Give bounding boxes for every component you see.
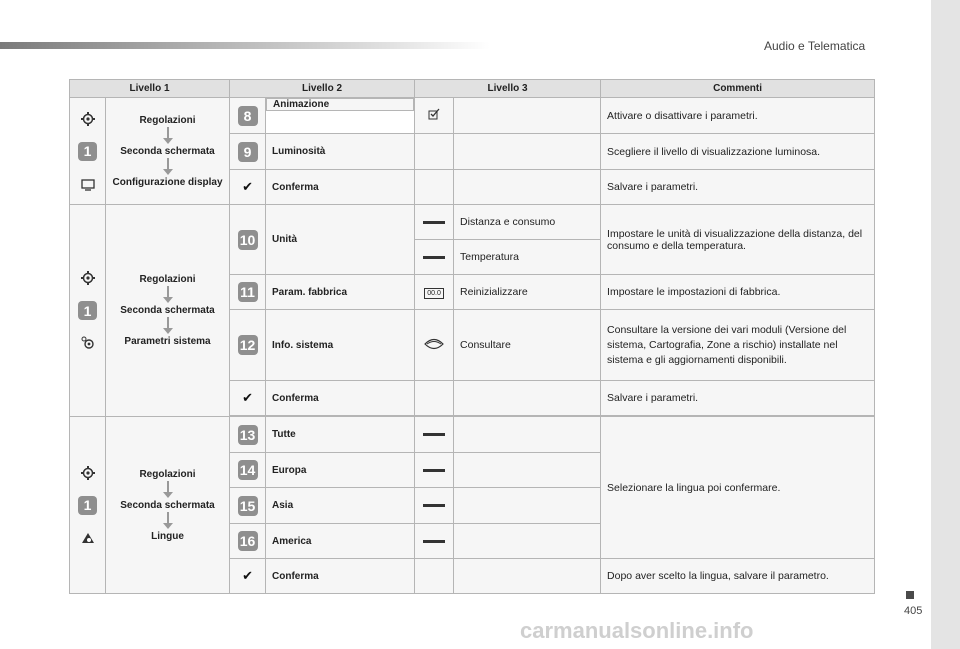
table-header-row	[70, 80, 875, 98]
level2-asia: Asia	[266, 488, 415, 524]
level1-flow	[106, 417, 230, 594]
comment-cell: Selezionare la lingua poi confermare.	[601, 417, 875, 559]
level3-distanza: Distanza e consumo	[454, 205, 601, 240]
level2-conferma: Conferma	[266, 559, 415, 594]
flow-step-seconda-schermata: Seconda schermata	[120, 499, 215, 511]
step-badge-16: 16	[238, 531, 258, 551]
display-settings-icon	[79, 175, 97, 193]
step-badge-12: 12	[238, 335, 258, 355]
page-side-strip	[931, 0, 960, 649]
level2-conferma: Conferma	[266, 170, 415, 205]
arrow-down-icon	[163, 127, 173, 145]
comment-cell: Attivare o disattivare i parametri.	[601, 98, 875, 134]
step-badge-11: 11	[238, 282, 258, 302]
level3-consultare: Consultare	[454, 310, 601, 381]
level3-reinizializzare: Reinizializzare	[454, 275, 601, 310]
level2-europa: Europa	[266, 453, 415, 488]
step-badge-8: 8	[238, 106, 258, 126]
level2-america: America	[266, 524, 415, 559]
comment-cell: Dopo aver scelto la lingua, salvare il parametro.	[601, 559, 875, 594]
section-title: Audio e Telematica	[764, 39, 866, 53]
page-corner-marker	[906, 591, 914, 599]
table-row	[70, 417, 875, 453]
option-bar-icon	[423, 469, 445, 472]
header-commenti: Commenti	[601, 80, 875, 98]
level2-conferma: Conferma	[266, 381, 415, 416]
flow-step-regolazioni: Regolazioni	[139, 468, 196, 480]
step-badge-13: 13	[238, 425, 258, 445]
flow-step-configurazione-display: Configurazione display	[112, 176, 223, 188]
option-bar-icon	[423, 221, 445, 224]
watermark-text: carmanualsonline.info	[520, 618, 754, 643]
level2-animazione: Animazione	[266, 98, 414, 111]
flow-step-lingue: Lingue	[151, 530, 184, 542]
level1-icons	[70, 205, 106, 417]
option-bar-icon	[423, 540, 445, 543]
arrow-down-icon	[163, 286, 173, 304]
level1-flow	[106, 98, 230, 205]
comment-cell: Salvare i parametri.	[601, 170, 875, 205]
checkbox-icon	[428, 111, 440, 123]
level2-luminosita: Luminosità	[266, 134, 415, 170]
comment-cell: Impostare le unità di visualizzazione della distanza, del consumo e della temperatura.	[601, 205, 875, 275]
check-icon: ✔	[242, 568, 253, 583]
page-number: 405	[904, 605, 923, 617]
option-bar-icon	[423, 433, 445, 436]
option-bar-icon	[423, 256, 445, 259]
comment-cell: Consultare la versione dei vari moduli (Versione del sistema, Cartografia, Zone a rischio) installate nel sistema e gli aggiornamenti disponibili.	[601, 310, 875, 381]
step-badge-10: 10	[238, 230, 258, 250]
system-settings-icon	[79, 334, 97, 352]
level1-icons	[70, 98, 106, 205]
eye-icon	[424, 341, 444, 353]
header-livello-3: Livello 3	[415, 80, 601, 98]
language-icon	[79, 529, 97, 547]
comment-cell: Impostare le impostazioni di fabbrica.	[601, 275, 875, 310]
level2-tutte: Tutte	[266, 417, 415, 453]
reset-icon: 00.0	[424, 288, 444, 299]
gear-icon	[79, 110, 97, 128]
comment-cell: Scegliere il livello di visualizzazione luminosa.	[601, 134, 875, 170]
check-icon: ✔	[242, 390, 253, 405]
arrow-down-icon	[163, 158, 173, 176]
option-bar-icon	[423, 504, 445, 507]
step-badge-14: 14	[238, 460, 258, 480]
check-icon: ✔	[242, 179, 253, 194]
flow-step-seconda-schermata: Seconda schermata	[120, 145, 215, 157]
level1-flow	[106, 205, 230, 417]
flow-step-parametri-sistema: Parametri sistema	[124, 336, 211, 347]
gear-icon	[79, 464, 97, 482]
comment-cell: Salvare i parametri.	[601, 381, 875, 416]
step-badge-1: 1	[78, 496, 97, 515]
flow-step-regolazioni: Regolazioni	[139, 274, 196, 285]
flow-step-seconda-schermata: Seconda schermata	[120, 305, 215, 316]
table-row	[70, 205, 875, 240]
step-badge-9: 9	[238, 142, 258, 162]
gear-icon	[79, 269, 97, 287]
table-row	[70, 98, 875, 134]
arrow-down-icon	[163, 481, 173, 499]
step-badge-15: 15	[238, 496, 258, 516]
step-badge-1: 1	[78, 301, 97, 320]
level2-unita: Unità	[266, 205, 415, 275]
level2-info-sistema: Info. sistema	[266, 310, 415, 381]
flow-step-regolazioni: Regolazioni	[139, 114, 196, 126]
header-livello-1: Livello 1	[70, 80, 230, 98]
level3-temperatura: Temperatura	[454, 240, 601, 275]
step-badge-1: 1	[78, 142, 97, 161]
menu-table	[69, 79, 875, 594]
arrow-down-icon	[163, 317, 173, 335]
level1-icons	[70, 417, 106, 594]
header-livello-2: Livello 2	[230, 80, 415, 98]
level2-param-fabbrica: Param. fabbrica	[266, 275, 415, 310]
header-gradient-bar	[0, 42, 490, 49]
arrow-down-icon	[163, 512, 173, 530]
